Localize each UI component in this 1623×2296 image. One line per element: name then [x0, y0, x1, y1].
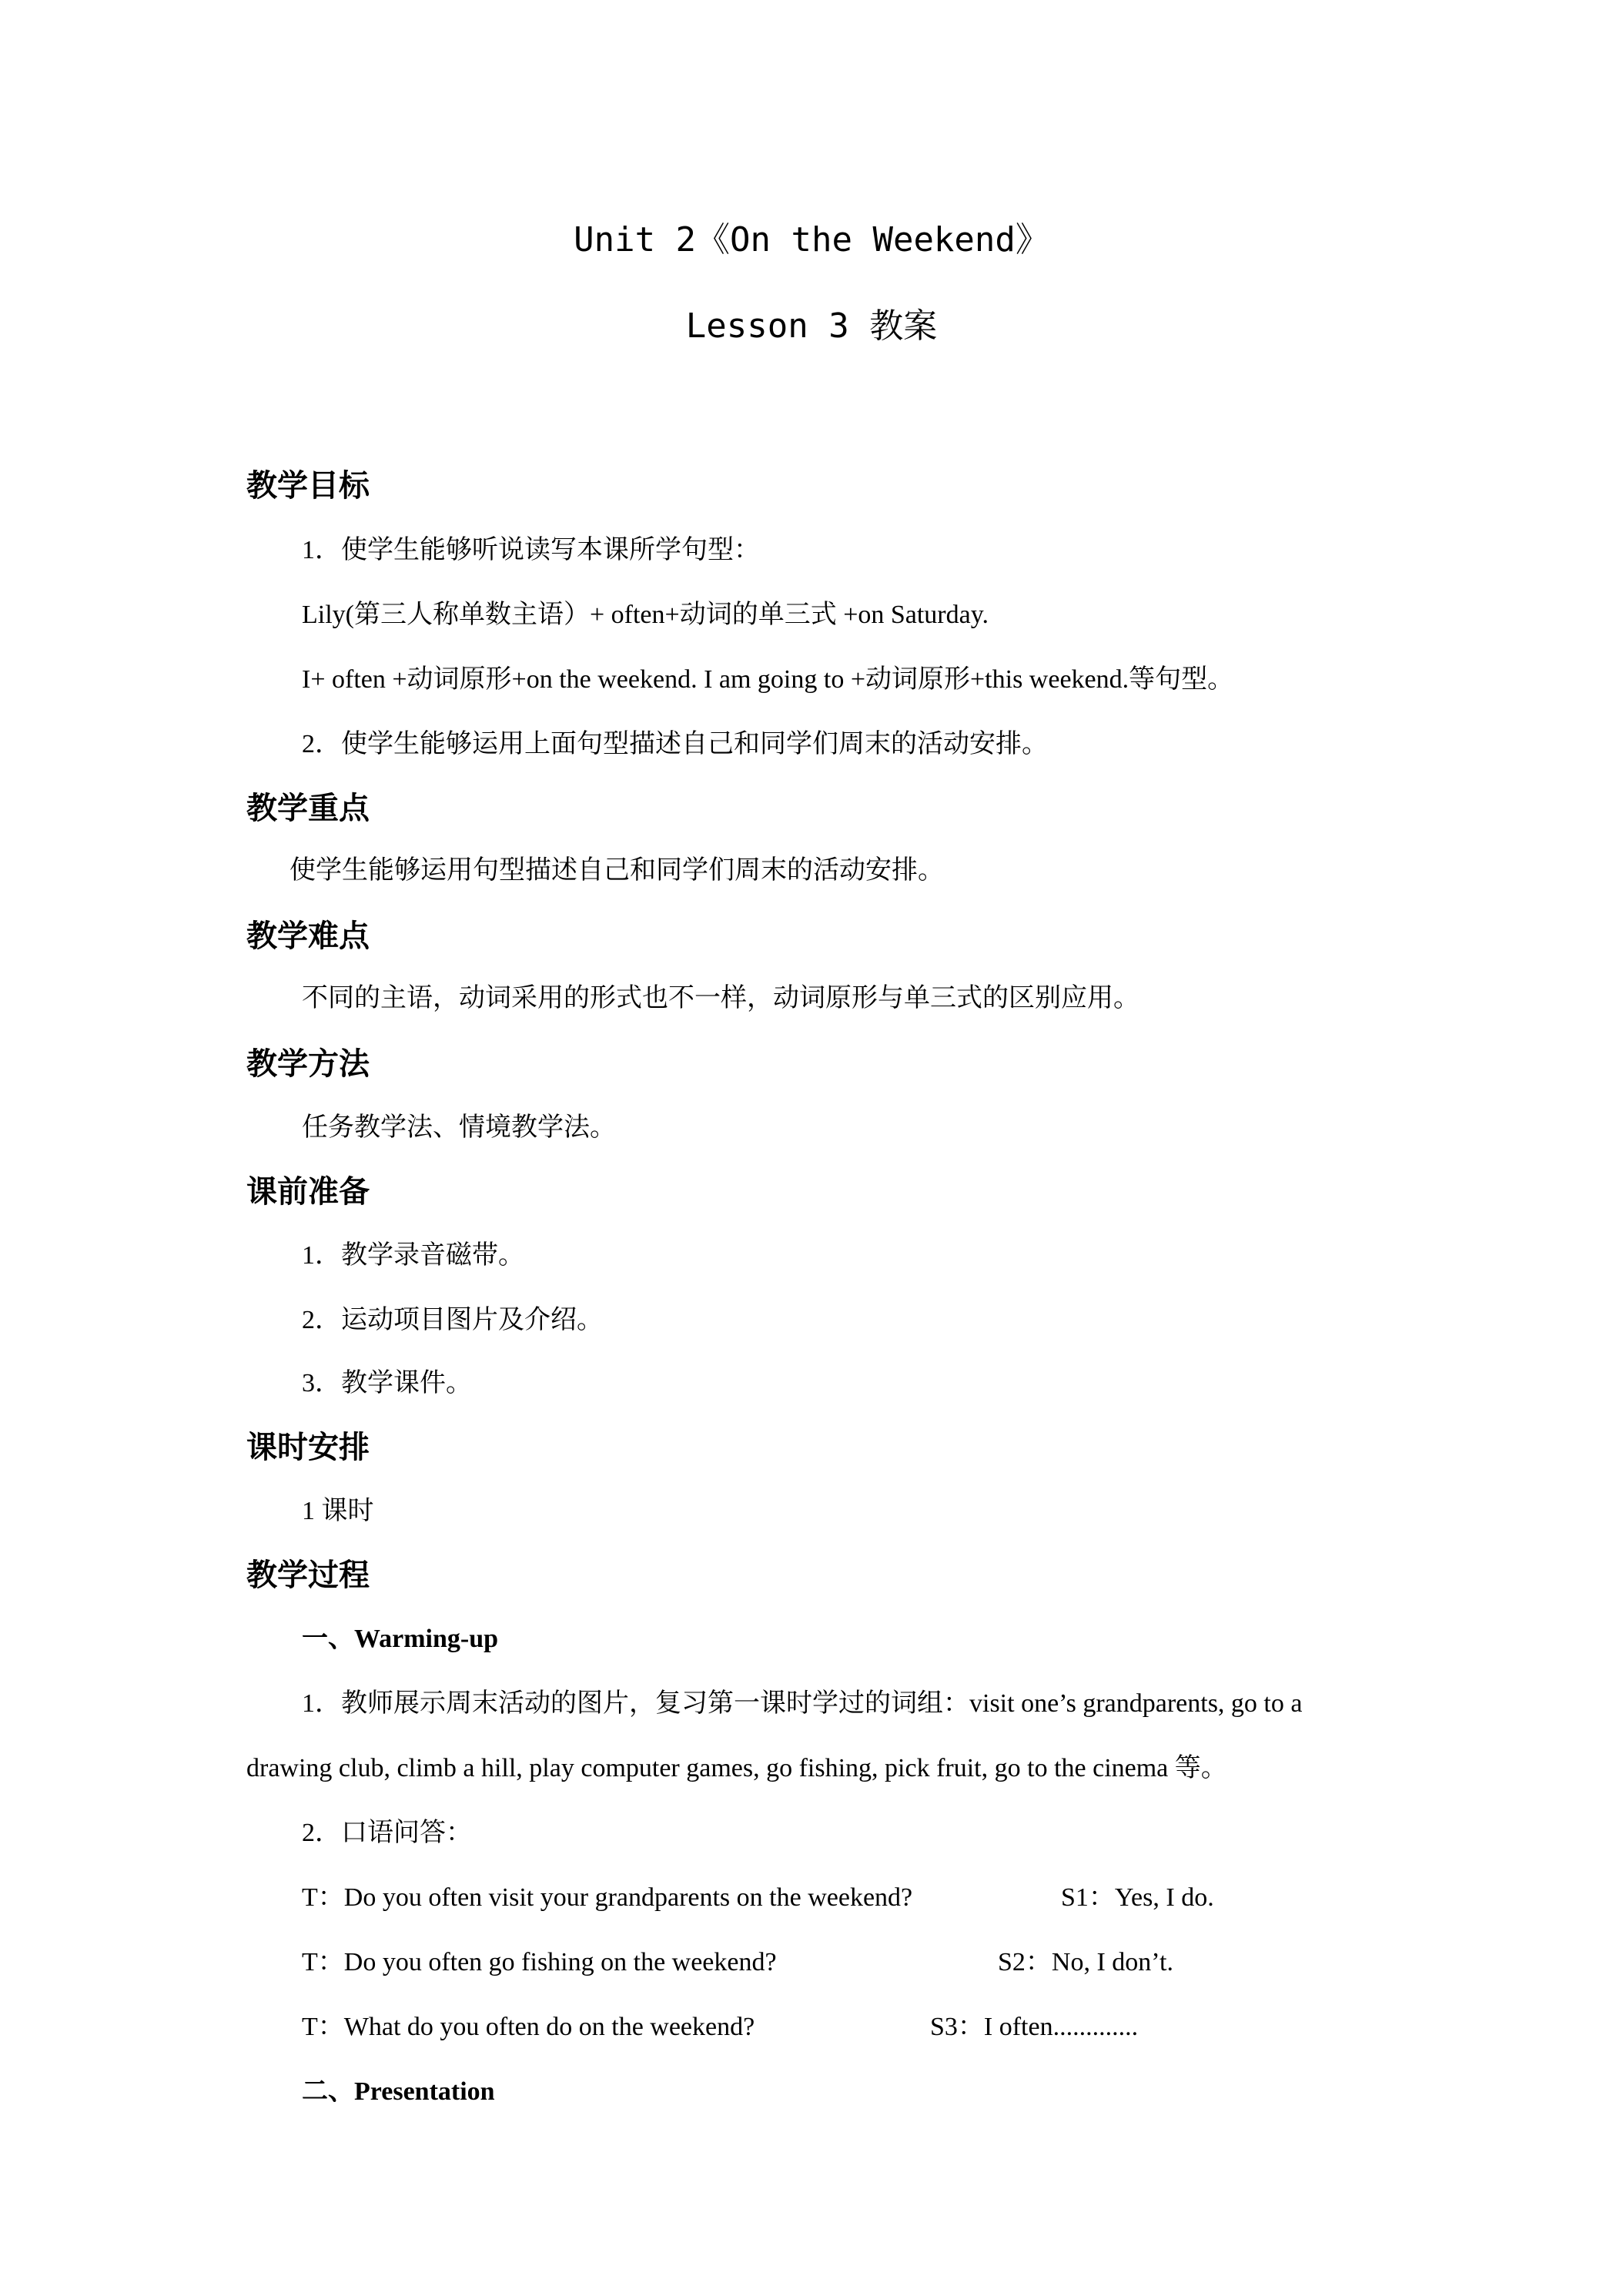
objective-line: 2．使学生能够运用上面句型描述自己和同学们周末的活动安排。 — [302, 730, 1048, 758]
difficulties-text: 不同的主语，动词采用的形式也不一样，动词原形与单三式的区别应用。 — [302, 984, 1139, 1012]
preparation-item: 2．运动项目图片及介绍。 — [302, 1306, 603, 1334]
schedule-text: 1 课时 — [302, 1497, 374, 1525]
heading-objectives: 教学目标 — [246, 468, 370, 504]
subtitle-lesson: Lesson 3 — [685, 306, 870, 346]
heading-methods: 教学方法 — [246, 1046, 370, 1082]
key-points-text: 使学生能够运用句型描述自己和同学们周末的活动安排。 — [289, 856, 944, 885]
dialogue-question: T：What do you often do on the weekend? — [302, 2013, 755, 2041]
document-title: Unit 2《On the Weekend》 — [574, 220, 1049, 259]
heading-schedule: 课时安排 — [246, 1430, 370, 1465]
heading-key-points: 教学重点 — [246, 791, 370, 826]
heading-difficulties: 教学难点 — [246, 919, 370, 954]
methods-text: 任务教学法、情境教学法。 — [302, 1113, 616, 1142]
dialogue-answer: S1：Yes, I do. — [1061, 1883, 1214, 1912]
document-subtitle — [0, 303, 1623, 350]
presentation-title: 二、Presentation — [302, 2077, 495, 2106]
subtitle-plan: 教案 — [869, 306, 938, 346]
dialogue-answer: S3：I often............. — [930, 2013, 1139, 2041]
warmup-step-2: 2．口语问答： — [302, 1819, 472, 1847]
dialogue-question: T：Do you often visit your grandparents on the weekend? — [302, 1883, 913, 1912]
dialogue-question: T：Do you often go fishing on the weekend? — [302, 1948, 777, 1976]
heading-preparation: 课前准备 — [246, 1174, 370, 1210]
preparation-item: 1．教学录音磁带。 — [302, 1241, 524, 1270]
warmup-title: 一、Warming-up — [302, 1625, 499, 1653]
objective-line: 1．使学生能够听说读写本课所学句型： — [302, 536, 760, 564]
dialogue-answer: S2：No, I don’t. — [998, 1948, 1173, 1976]
objective-line: I+ often +动词原形+on the weekend. I am going to +动词原形+this weekend.等句型。 — [302, 665, 1234, 694]
heading-process: 教学过程 — [246, 1558, 370, 1593]
warmup-step-1-cont: drawing club, climb a hill, play computer games, go fishing, pick fruit, go to the cinema 等。 — [246, 1754, 1227, 1782]
objective-line: Lily(第三人称单数主语）+ often+动词的单三式 +on Saturday. — [302, 601, 989, 629]
warmup-step-1: 1．教师展示周末活动的图片，复习第一课时学过的词组：visit one’s grandparents, go to a — [302, 1689, 1303, 1718]
preparation-item: 3．教学课件。 — [302, 1369, 472, 1397]
